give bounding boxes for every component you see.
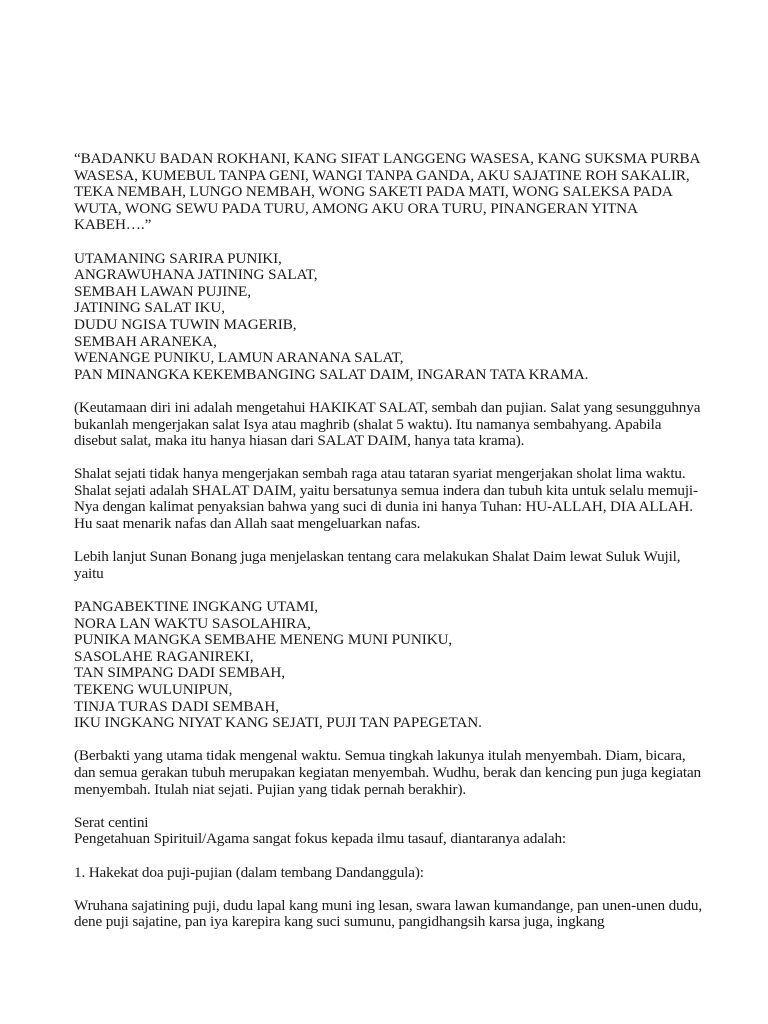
verse-line: SASOLAHE RAGANIREKI,: [74, 647, 254, 665]
verse-line: UTAMANING SARIRA PUNIKI,: [74, 249, 282, 267]
section-heading: Serat centini: [74, 813, 149, 831]
verse-line: PANGABEKTINE INGKANG UTAMI,: [74, 598, 318, 616]
verse-line: PUNIKA MANGKA SEMBAHE MENENG MUNI PUNIKU,: [74, 631, 453, 649]
paragraph-berbakti: (Berbakti yang utama tidak mengenal waktu. Semua tingkah lakunya itulah menyembah. Diam, bicara, dan semua gerakan tubuh merupakan kegiatan menyembah. Wudhu, berak dan kencing pun juga kegiatan menyembah. Itulah niat sejati. Pujian yang tidak pernah berakhir).: [74, 747, 702, 798]
verse-line: TAN SIMPANG DADI SEMBAH,: [74, 664, 286, 682]
document-page: [74, 151, 704, 948]
paragraph-wruhana: Wruhana sajatining puji, dudu lapal kang muni ing lesan, swara lawan kumandange, pan unen-unen dudu, dene puji sajatine, pan iya karepira kang suci sumunu, pangidhangsih karsa juga, ingkang: [74, 896, 702, 931]
verse-line: WENANGE PUNIKU, LAMUN ARANANA SALAT,: [74, 349, 404, 367]
verse-line: SEMBAH ARANEKA,: [74, 332, 217, 350]
verse-line: TINJA TURAS DADI SEMBAH,: [74, 697, 279, 715]
verse-block-2: [74, 599, 704, 732]
verse-line: ANGRAWUHANA JATINING SALAT,: [74, 266, 318, 284]
verse-line: PAN MINANGKA KEKEMBANGING SALAT DAIM, INGARAN TATA KRAMA.: [74, 365, 589, 383]
verse-line: SEMBAH LAWAN PUJINE,: [74, 282, 251, 300]
list-item-1: 1. Hakekat doa puji-pujian (dalam tembang Dandanggula):: [74, 863, 424, 881]
verse-line: NORA LAN WAKTU SASOLAHIRA,: [74, 614, 311, 632]
section-intro: Pengetahuan Spirituil/Agama sangat fokus kepada ilmu tasauf, diantaranya adalah:: [74, 830, 566, 848]
serat-centini-section: [74, 815, 704, 848]
paragraph-shalat-sejati: Shalat sejati tidak hanya mengerjakan sembah raga atau tataran syariat mengerjakan sholat lima waktu. Shalat sejati adalah SHALAT DAIM, yaitu bersatunya semua indera dan tubuh kita untuk selalu memuji-Nya dengan kalimat penyaksian bahwa yang suci di dunia ini hanya Tuhan: HU-ALLAH, DIA ALLAH. Hu saat menarik nafas dan Allah saat mengeluarkan nafas.: [74, 465, 698, 533]
verse-line: IKU INGKANG NIYAT KANG SEJATI, PUJI TAN PAPEGETAN.: [74, 714, 482, 732]
paragraph-sunan-bonang: Lebih lanjut Sunan Bonang juga menjelaskan tentang cara melakukan Shalat Daim lewat Suluk Wujil, yaitu: [74, 548, 681, 582]
verse-line: JATINING SALAT IKU,: [74, 299, 225, 317]
verse-line: TEKENG WULUNIPUN,: [74, 681, 233, 698]
verse-block-1: [74, 251, 704, 384]
quote-intro: “BADANKU BADAN ROKHANI, KANG SIFAT LANGGENG WASESA, KANG SUKSMA PURBA WASESA, KUMEBUL TANPA GENI, WANGI TANPA GANDA, AKU SAJATINE ROH SAKALIR, TEKA NEMBAH, LUNGO NEMBAH, WONG SAKETI PADA MATI, WONG SALEKSA PADA WUTA, WONG SEWU PADA TURU, AMONG AKU ORA TURU, PINANGERAN YITNA KABEH….”: [74, 150, 700, 234]
paragraph-keutamaan: (Keutamaan diri ini adalah mengetahui HAKIKAT SALAT, sembah dan pujian. Salat yang sesungguhnya bukanlah mengerjakan salat Isya atau maghrib (shalat 5 waktu). Itu namanya sembahyang. Apabila disebut salat, maka itu hanya hiasan dari SALAT DAIM, hanya tata krama).: [74, 398, 701, 450]
verse-line: DUDU NGISA TUWIN MAGERIB,: [74, 315, 297, 333]
